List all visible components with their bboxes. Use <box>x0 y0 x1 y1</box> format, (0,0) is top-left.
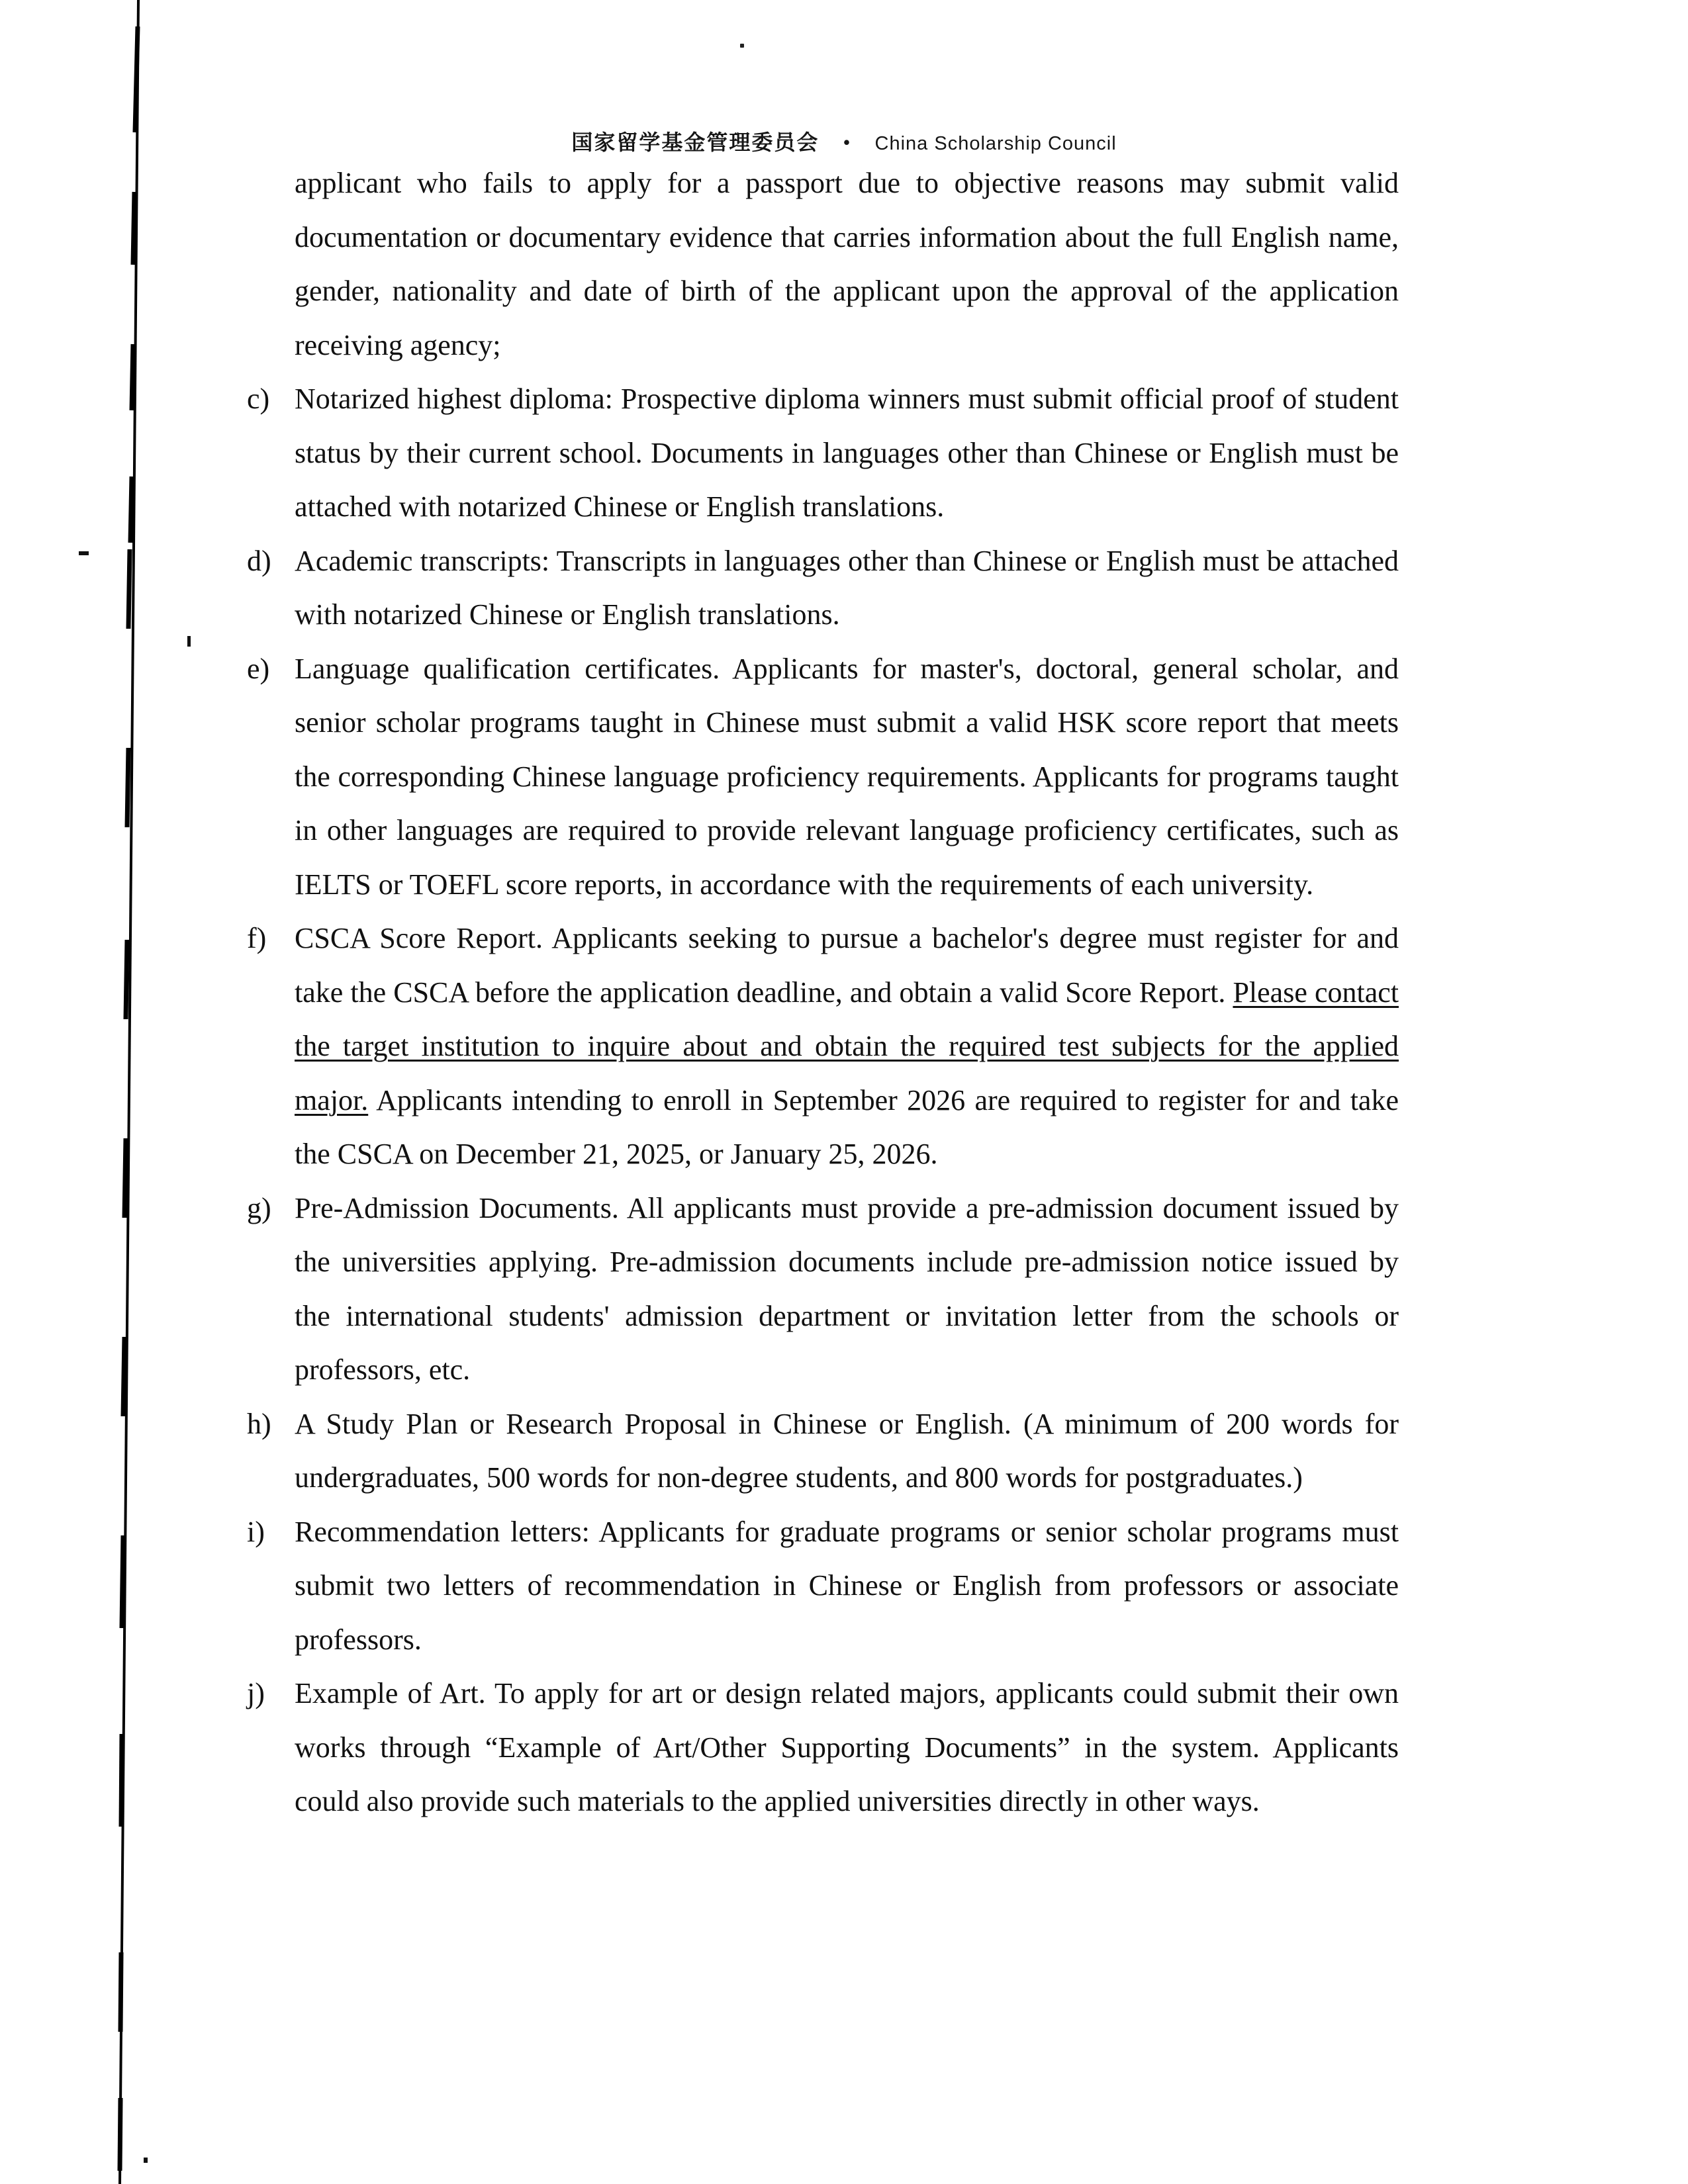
document-body <box>247 156 1399 1829</box>
list-item-c <box>247 372 1399 534</box>
item-label: i) <box>247 1515 265 1548</box>
item-label: j) <box>247 1677 265 1709</box>
item-text: Academic transcripts: Transcripts in languages other than Chinese or English must be attached with notarized Chinese or English translations. <box>295 544 1399 631</box>
scan-speck <box>740 44 744 48</box>
list-item-d <box>247 534 1399 642</box>
scan-speck <box>144 2158 148 2163</box>
item-text: Pre-Admission Documents. All applicants must provide a pre-admission document issued by the universities applying. Pre-admission documents include pre-admission notice issued by the international students' admission department or invitation letter from the schools or professors, etc. <box>295 1191 1399 1386</box>
list-item-g <box>247 1181 1399 1397</box>
item-text <box>295 911 1399 1181</box>
item-label: d) <box>247 544 271 577</box>
item-label: e) <box>247 652 270 685</box>
item-text: A Study Plan or Research Proposal in Chinese or English. (A minimum of 200 words for undergraduates, 500 words for non-degree students, and 800 words for postgraduates.) <box>295 1407 1399 1494</box>
list-item-h <box>247 1397 1399 1505</box>
item-label: g) <box>247 1191 271 1224</box>
header-org-english: China Scholarship Council <box>874 133 1117 154</box>
list-item-i <box>247 1505 1399 1667</box>
item-text: Notarized highest diploma: Prospective diploma winners must submit official proof of student status by their current school. Documents in languages other than Chinese or English must be attached with notarized Chinese or English translations. <box>295 383 1399 523</box>
scan-speck <box>187 636 191 647</box>
header-separator: • <box>843 130 851 154</box>
list-item-j <box>247 1666 1399 1829</box>
item-text: Recommendation letters: Applicants for graduate programs or senior scholar programs must submit two letters of recommendation in Chinese or English from professors or associate professors. <box>295 1515 1399 1656</box>
item-text: Language qualification certificates. Applicants for master's, doctoral, general scholar, and senior scholar programs taught in Chinese must submit a valid HSK score report that meets the corresponding Chinese language proficiency requirements. Applicants for programs taught in other languages are required to provide relevant language proficiency certificates, such as IELTS or TOEFL score reports, in accordance with the requirements of each university. <box>295 652 1399 901</box>
intro-paragraph: applicant who fails to apply for a passport due to objective reasons may submit valid documentation or documentary evidence that carries information about the full English name, gender, nationality and date of birth of the applicant upon the approval of the application receiving agency; <box>295 167 1399 361</box>
item-text-before: CSCA Score Report. Applicants seeking to pursue a bachelor's degree must register for and take the CSCA before the application deadline, and obtain a valid Score Report. <box>295 922 1399 1009</box>
header-org-chinese: 国家留学基金管理委员会 <box>571 130 820 155</box>
item-text-after: Applicants intending to enroll in September 2026 are required to register for and take the CSCA on December 21, 2025, or January 25, 2026. <box>295 1083 1399 1170</box>
item-label: c) <box>247 383 270 415</box>
item-label: h) <box>247 1407 271 1440</box>
scan-speck <box>79 551 89 555</box>
page-header <box>0 126 1688 156</box>
item-label: f) <box>247 922 267 954</box>
underlined-instruction: Please contact the target institution to inquire about and obtain the required test subjects for the applied major. <box>295 976 1399 1116</box>
list-item-e <box>247 642 1399 912</box>
list-item-f <box>247 911 1399 1181</box>
item-text: Example of Art. To apply for art or design related majors, applicants could submit their own works through “Example of Art/Other Supporting Documents” in the system. Applicants could also provide such materials to the applied universities directly in other ways. <box>295 1677 1399 1817</box>
